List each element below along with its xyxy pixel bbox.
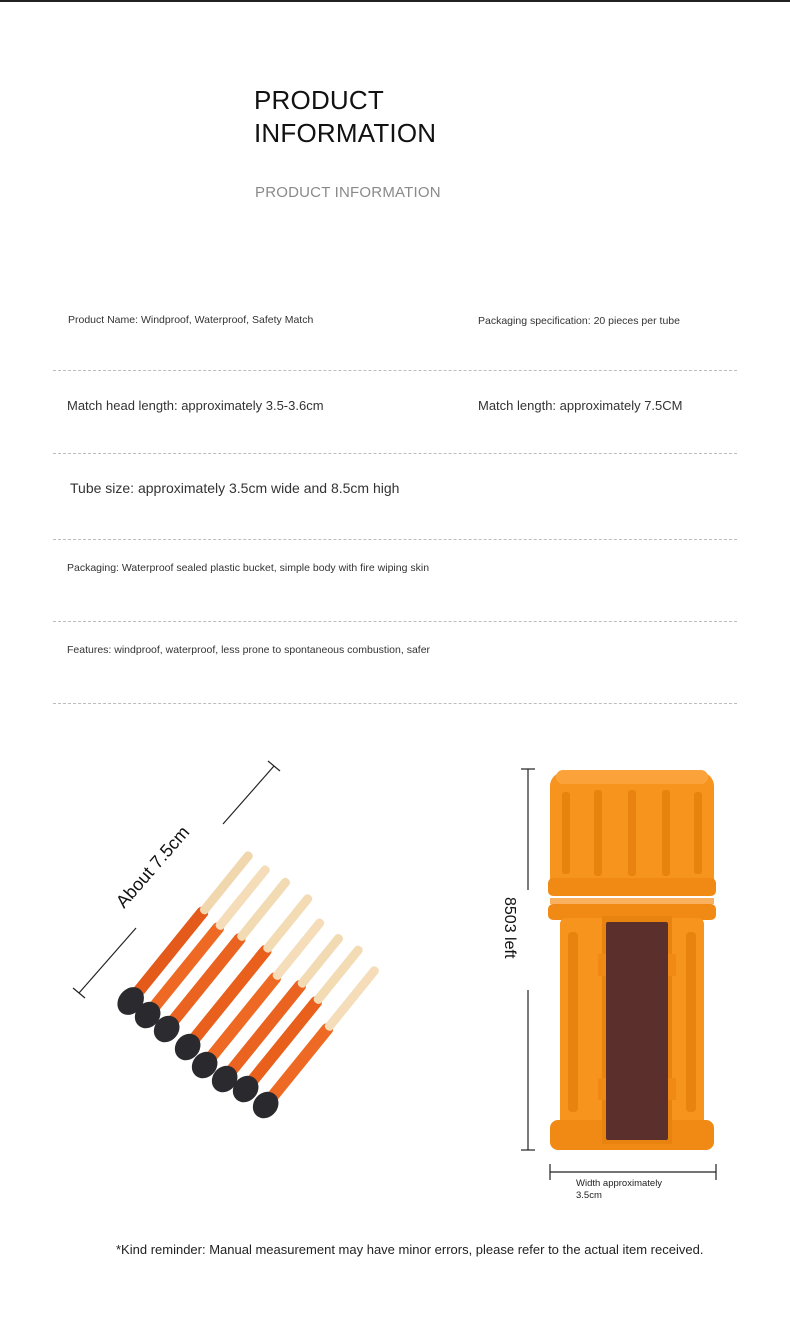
divider: [53, 703, 737, 704]
width-label-line-1: Width approximately: [576, 1178, 663, 1189]
match: [170, 888, 320, 1066]
title-line-2: INFORMATION: [254, 118, 437, 148]
spec-features: Features: windproof, waterproof, less prone to spontaneous combustion, safer: [67, 644, 431, 656]
spec-product-name: Product Name: Windproof, Waterproof, Safety Match: [68, 314, 314, 326]
matches-illustration: [60, 750, 460, 1170]
title-line-1: PRODUCT: [254, 85, 384, 115]
divider: [53, 621, 737, 622]
striker-strip: [606, 922, 668, 1140]
matches-figure: [60, 750, 460, 1170]
page-title: [254, 84, 436, 150]
spec-tube-size: Tube size: approximately 3.5cm wide and 8.5cm high: [70, 480, 400, 496]
tube-lid: [548, 770, 716, 896]
tube-illustration: [490, 760, 730, 1210]
width-label-line-2: 3.5cm: [576, 1190, 602, 1201]
top-border: [0, 0, 790, 2]
kind-reminder: *Kind reminder: Manual measurement may have minor errors, please refer to the actual item received.: [116, 1242, 704, 1257]
spec-packaging-spec: Packaging specification: 20 pieces per tube: [478, 315, 680, 327]
length-label: About 7.5cm: [111, 822, 194, 912]
height-label: 8503 left: [501, 897, 518, 959]
page-subtitle: PRODUCT INFORMATION: [255, 184, 441, 201]
divider: [53, 370, 737, 371]
divider: [53, 453, 737, 454]
spec-match-length: Match length: approximately 7.5CM: [478, 398, 683, 413]
tube-body: [548, 904, 716, 1150]
spec-packaging: Packaging: Waterproof sealed plastic bucket, simple body with fire wiping skin: [67, 562, 430, 574]
tube-figure: [490, 760, 730, 1210]
spec-head-length: Match head length: approximately 3.5-3.6cm: [67, 398, 324, 413]
match-group: [112, 845, 386, 1123]
tube-seal-ring: [550, 898, 714, 904]
divider: [53, 539, 737, 540]
